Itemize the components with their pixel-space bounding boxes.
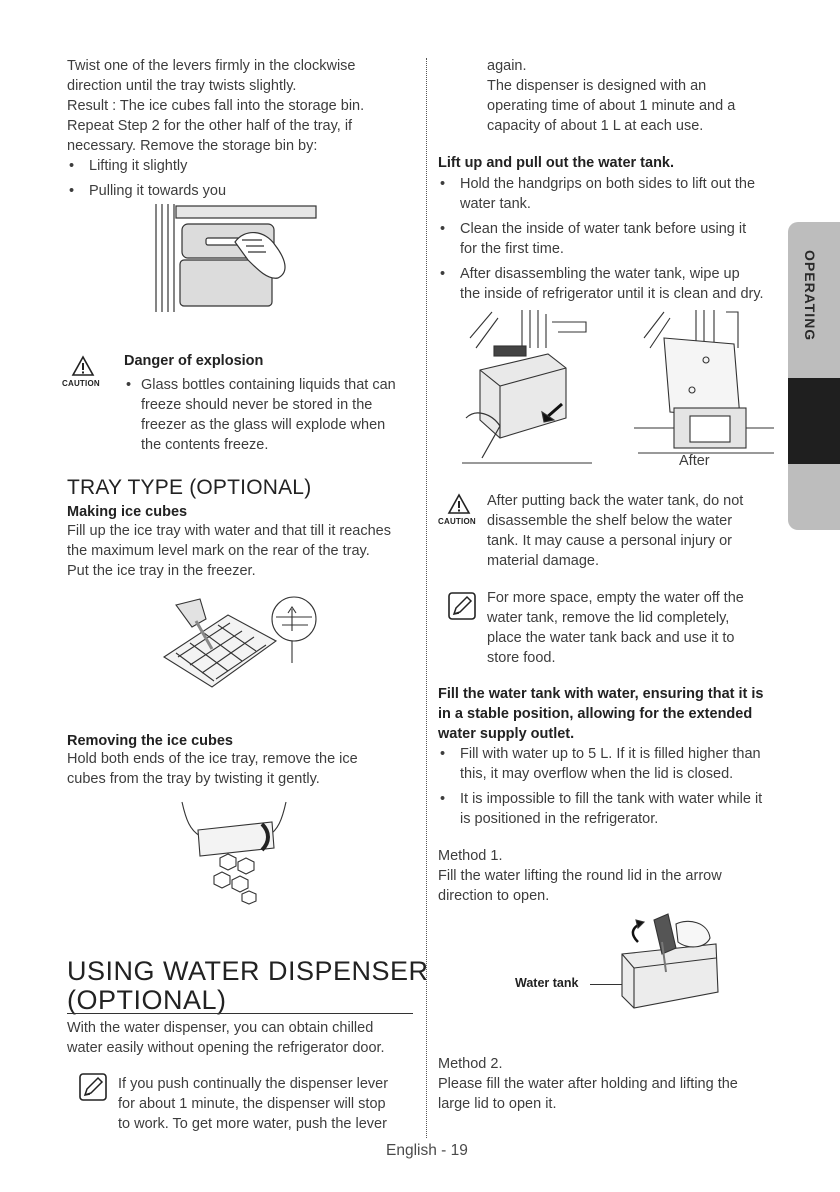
caution-triangle-icon (448, 494, 470, 514)
water-dispenser-heading-line1: USING WATER DISPENSER (67, 956, 429, 986)
storage-bin-illustration (150, 200, 325, 318)
list-item: • Lifting it slightly (67, 156, 422, 176)
list-item: • It is impossible to fill the tank with water while it is positioned in the refrigerator. (438, 789, 783, 829)
dispenser-note-continued: again. The dispenser is designed with an operating time of about 1 minute and a capacity of about 1 L at each use. (487, 58, 736, 134)
note-icon (78, 1072, 108, 1102)
list-item: • Fill with water up to 5 L. If it is filled higher than this, it may overflow when the lid is closed. (438, 744, 783, 784)
side-tab-label: OPERATING (802, 250, 818, 342)
fill-heading: Fill the water tank with water, ensuring that it is in a stable position, allowing for the extended water supply outlet. (438, 686, 764, 742)
ice-tray-fill-illustration (158, 595, 318, 695)
after-label: After (679, 453, 710, 469)
water-tank-removal-illustration (462, 308, 592, 468)
list-item: • Clean the inside of water tank before using it for the first time. (438, 219, 783, 259)
intro-paragraph: Twist one of the levers firmly in the clockwise direction until the tray twists slightly. Result : The ice cubes fall into the storage bin. Repeat Step 2 for the other half of the tray, if necessary. Remove the storage bin by: (67, 58, 365, 154)
making-ice-heading: Making ice cubes (67, 504, 188, 520)
water-tank-after-illustration (634, 308, 774, 458)
side-tab-marker (788, 378, 840, 464)
making-ice-text: Fill up the ice tray with water and that till it reaches the maximum level mark on the rear of the tray. Put the ice tray in the freezer. (67, 523, 391, 579)
method-2: Method 2. Please fill the water after holding and lifting the large lid to open it. (438, 1056, 738, 1112)
list-item: • Hold the handgrips on both sides to lift out the water tank. (438, 174, 783, 214)
caution-label: CAUTION (62, 379, 100, 388)
danger-title: Danger of explosion (124, 353, 264, 369)
removing-ice-text: Hold both ends of the ice tray, remove the ice cubes from the tray by twisting it gently. (67, 751, 358, 787)
storage-bin-bullets (67, 156, 422, 201)
fill-bullets (438, 744, 783, 829)
water-tank-leader-line (590, 984, 622, 985)
water-dispenser-intro: With the water dispenser, you can obtain chilled water easily without opening the refrigerator door. (67, 1020, 385, 1056)
page-number: English - 19 (386, 1142, 468, 1159)
list-item: • Pulling it towards you (67, 181, 422, 201)
list-item: • After disassembling the water tank, wipe up the inside of refrigerator until it is clean and dry. (438, 264, 783, 304)
method-1: Method 1. Fill the water lifting the round lid in the arrow direction to open. (438, 848, 722, 904)
water-dispenser-heading-line2: (OPTIONAL) (67, 985, 227, 1015)
caution-label: CAUTION (438, 517, 476, 526)
caution-text: After putting back the water tank, do not disassemble the shelf below the water tank. It may cause a personal injury or material damage. (487, 493, 744, 569)
dispenser-note: If you push continually the dispenser lever for about 1 minute, the dispenser will stop to work. To get more water, push the lever (118, 1076, 389, 1132)
space-note: For more space, empty the water off the water tank, remove the lid completely, place the water tank back and use it to store food. (487, 590, 744, 666)
danger-text: • Glass bottles containing liquids that can freeze should never be stored in the freezer as the glass will explode when the contents freeze. (124, 375, 424, 455)
removing-ice-heading: Removing the ice cubes (67, 733, 233, 749)
tray-type-heading: TRAY TYPE (OPTIONAL) (67, 476, 312, 499)
lift-heading: Lift up and pull out the water tank. (438, 155, 675, 171)
note-icon (447, 591, 477, 621)
ice-tray-twist-illustration (176, 800, 296, 910)
caution-triangle-icon (72, 356, 94, 376)
lift-bullets (438, 174, 783, 304)
water-tank-label: Water tank (515, 976, 579, 990)
heading-rule (67, 1013, 413, 1014)
water-tank-fill-illustration (578, 912, 728, 1012)
